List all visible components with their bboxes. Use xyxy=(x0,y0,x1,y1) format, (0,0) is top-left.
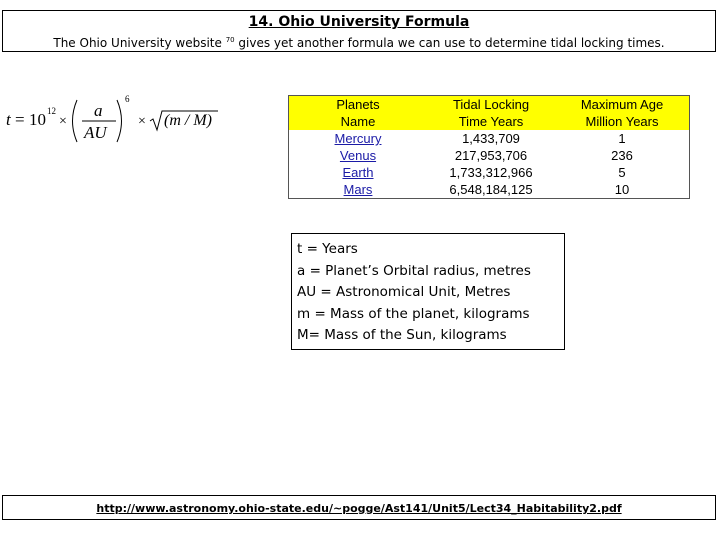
formula-base-exponent: 12 xyxy=(47,106,56,116)
right-paren xyxy=(117,100,122,142)
formula-lhs: t xyxy=(6,110,11,129)
planet-link-venus[interactable]: Venus xyxy=(339,148,377,163)
variable-legend xyxy=(291,233,565,350)
formula-times-2: × xyxy=(138,114,146,129)
planet-link-earth[interactable]: Earth xyxy=(342,165,374,180)
header-name: Name xyxy=(289,113,428,130)
tidal-time-cell: 1,733,312,966 xyxy=(449,165,533,180)
formula-denominator: AU xyxy=(84,123,107,142)
tidal-time-cell: 6,548,184,125 xyxy=(449,182,533,197)
planet-cell xyxy=(289,147,428,164)
max-age-cell: 1 xyxy=(618,131,626,146)
max-age-cell: 10 xyxy=(614,182,630,197)
header-million-years: Million Years xyxy=(555,113,690,130)
planet-cell xyxy=(289,181,428,199)
table-header-row-2 xyxy=(289,113,690,130)
subtitle-text-start: The Ohio University website xyxy=(53,36,226,50)
tidal-locking-table xyxy=(288,95,690,199)
header-box xyxy=(2,10,716,52)
formula-equals: = xyxy=(15,110,25,129)
formula-numerator: a xyxy=(94,101,103,120)
tidal-time-cell: 217,953,706 xyxy=(454,148,528,163)
formula-power: 6 xyxy=(125,94,130,104)
table-row xyxy=(289,181,690,199)
max-age-cell: 5 xyxy=(618,165,626,180)
legend-line-sun-mass: M= Mass of the Sun, kilograms xyxy=(297,327,507,343)
reference-number[interactable]: 70 xyxy=(225,36,235,44)
planet-cell xyxy=(289,164,428,181)
legend-line-au: AU = Astronomical Unit, Metres xyxy=(297,284,511,300)
formula-base: 10 xyxy=(29,110,46,129)
header-tidal-locking: Tidal Locking xyxy=(427,96,555,114)
legend-line-a: a = Planet’s Orbital radius, metres xyxy=(297,262,531,279)
source-link[interactable]: http://www.astronomy.ohio-state.edu/~pogge/Ast141/Unit5/Lect34_Habitability2.pdf xyxy=(96,502,622,515)
tidal-locking-formula xyxy=(4,92,218,150)
table-row xyxy=(289,147,690,164)
formula-sqrt-argument: (m / M) xyxy=(164,112,212,129)
formula-times-1: × xyxy=(59,114,67,129)
table-row xyxy=(289,130,690,147)
left-paren xyxy=(73,100,78,142)
legend-line-t: t = Years xyxy=(297,241,358,257)
table-header-row-1 xyxy=(289,96,690,114)
max-age-cell: 236 xyxy=(611,148,633,163)
legend-line-m: m = Mass of the planet, kilograms xyxy=(297,305,530,322)
header-planets: Planets xyxy=(289,96,428,114)
footer-box xyxy=(2,495,716,520)
tidal-time-cell: 1,433,709 xyxy=(462,131,520,146)
header-maximum-age: Maximum Age xyxy=(555,96,690,114)
header-time-years: Time Years xyxy=(427,113,555,130)
planet-cell xyxy=(289,130,428,147)
planet-link-mercury[interactable]: Mercury xyxy=(334,131,382,146)
table-row xyxy=(289,164,690,181)
planet-link-mars[interactable]: Mars xyxy=(343,182,373,197)
page-subtitle xyxy=(3,36,715,50)
subtitle-text-end: gives yet another formula we can use to determine tidal locking times. xyxy=(234,36,665,50)
page-title: 14. Ohio University Formula xyxy=(248,14,470,30)
